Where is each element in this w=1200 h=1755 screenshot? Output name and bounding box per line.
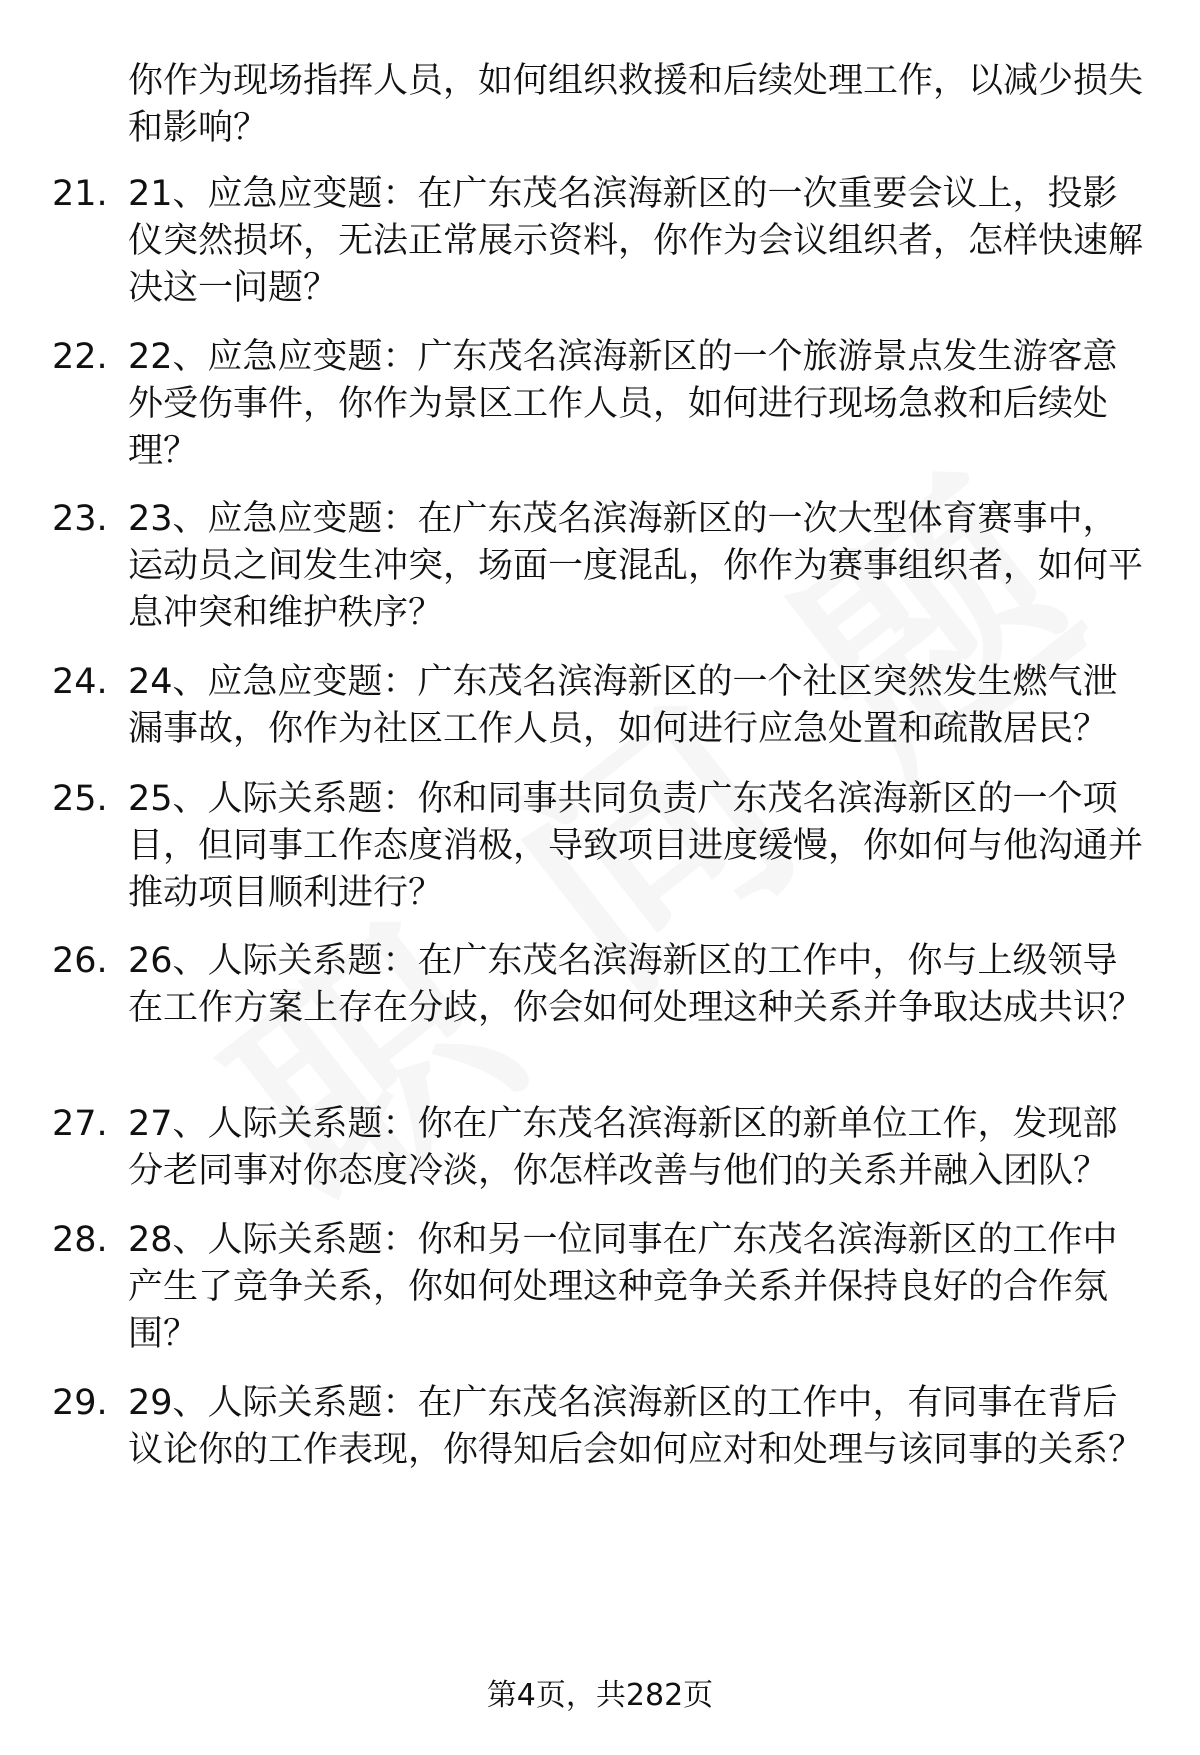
question-text: 21、应急应变题：在广东茂名滨海新区的一次重要会议上，投影仪突然损坏，无法正常展示资料，你作为会议组织者，怎样快速解决这一问题？ bbox=[128, 174, 1144, 308]
question-number: 25. bbox=[52, 779, 108, 819]
question-text: 28、人际关系题：你和另一位同事在广东茂名滨海新区的工作中产生了竞争关系，你如何处理这种竞争关系并保持良好的合作氛围？ bbox=[128, 1220, 1118, 1354]
question-text: 25、人际关系题：你和同事共同负责广东茂名滨海新区的一个项目，但同事工作态度消极，导致项目进度缓慢，你如何与他沟通并推动项目顺利进行？ bbox=[128, 779, 1144, 913]
question-number: 29. bbox=[52, 1383, 108, 1423]
continuation-text: 你作为现场指挥人员，如何组织救援和后续处理工作，以减少损失和影响？ bbox=[128, 61, 1144, 148]
question-text: 26、人际关系题：在广东茂名滨海新区的工作中，你与上级领导在工作方案上存在分歧，你会如何处理这种关系并争取达成共识？ bbox=[128, 941, 1144, 1028]
question-number: 26. bbox=[52, 941, 108, 981]
question-number: 23. bbox=[52, 499, 108, 539]
page-footer: 第4页，共282页 bbox=[486, 1678, 714, 1713]
question-number: 24. bbox=[52, 662, 108, 702]
question-number: 27. bbox=[52, 1104, 108, 1144]
question-text: 22、应急应变题：广东茂名滨海新区的一个旅游景点发生游客意外受伤事件，你作为景区工作人员，如何进行现场急救和后续处理？ bbox=[128, 337, 1118, 471]
question-number: 21. bbox=[52, 174, 108, 214]
question-text: 29、人际关系题：在广东茂名滨海新区的工作中，有同事在背后议论你的工作表现，你得知后会如何应对和处理与该同事的关系？ bbox=[128, 1383, 1144, 1470]
question-text: 27、人际关系题：你在广东茂名滨海新区的新单位工作，发现部分老同事对你态度冷淡，你怎样改善与他们的关系并融入团队？ bbox=[128, 1104, 1118, 1191]
question-text: 23、应急应变题：在广东茂名滨海新区的一次大型体育赛事中，运动员之间发生冲突，场面一度混乱，你作为赛事组织者，如何平息冲突和维护秩序？ bbox=[128, 499, 1144, 633]
question-number: 22. bbox=[52, 337, 108, 377]
question-text: 24、应急应变题：广东茂名滨海新区的一个社区突然发生燃气泄漏事故，你作为社区工作人员，如何进行应急处置和疏散居民？ bbox=[128, 662, 1118, 749]
question-number: 28. bbox=[52, 1220, 108, 1260]
